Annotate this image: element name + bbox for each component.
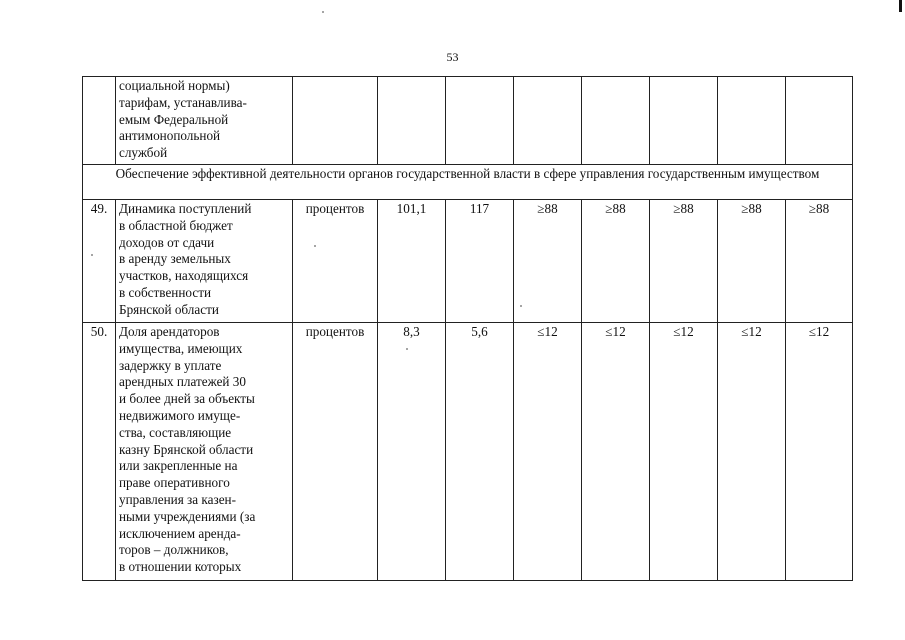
indicator-name-line: имущества, имеющих <box>119 340 243 356</box>
indicator-name-line: в аренду земельных <box>119 251 231 267</box>
indicator-name-line: в собственности <box>119 284 212 300</box>
unit-cell <box>293 77 378 165</box>
value-cell: ≥88 <box>718 200 786 323</box>
unit-cell: процентов <box>293 323 378 581</box>
value-cell <box>786 77 853 165</box>
value-cell <box>514 77 582 165</box>
indicator-name-line: торов – должников, <box>119 542 229 558</box>
indicator-name-line: и более дней за объекты <box>119 391 255 407</box>
indicator-name-line: казну Брянской области <box>119 441 254 457</box>
indicator-name-line: в областной бюджет <box>119 217 233 233</box>
indicator-name-line: емым Федеральной <box>119 111 229 127</box>
unit-cell: процентов <box>293 200 378 323</box>
indicator-name-line: Динамика поступлений <box>119 201 252 216</box>
indicator-name-line: праве оперативного <box>119 475 230 491</box>
row-number: 50. <box>83 323 116 581</box>
value-cell <box>446 77 514 165</box>
page-number: 53 <box>446 50 459 64</box>
value-cell: ≤12 <box>650 323 718 581</box>
indicator-name-line: службой <box>119 145 168 161</box>
scan-edge-mark <box>899 0 902 12</box>
indicator-name-line: недвижимого имуще- <box>119 407 241 423</box>
value-cell: 101,1 <box>378 200 446 323</box>
value-cell: ≤12 <box>514 323 582 581</box>
scan-speck <box>322 11 324 13</box>
value-cell <box>582 77 650 165</box>
value-cell: 5,6 <box>446 323 514 581</box>
indicator-name-line: исключением аренда- <box>119 525 241 541</box>
indicator-name-line: управления за казен- <box>119 491 236 507</box>
indicator-name-line: в отношении которых <box>119 559 242 575</box>
table-row-50 <box>83 323 853 581</box>
indicator-name-cell <box>116 200 293 323</box>
indicator-name-line: антимонопольной <box>119 128 221 144</box>
row-number-cell <box>83 77 116 165</box>
value-cell: ≤12 <box>582 323 650 581</box>
indicator-name-line: Доля арендаторов <box>119 324 220 339</box>
indicator-name-line: или закрепленные на <box>119 458 238 474</box>
value-cell <box>718 77 786 165</box>
indicator-name-line: ства, составляющие <box>119 424 232 440</box>
table-row-49 <box>83 200 853 323</box>
indicator-table <box>82 76 853 581</box>
indicator-name-line: Брянской области <box>119 301 219 317</box>
section-title: Обеспечение эффективной деятельности органов государственной власти в сфере управления государственным имуществом <box>83 165 853 200</box>
indicator-name-cell <box>116 323 293 581</box>
section-header-row <box>83 165 853 200</box>
table-row-continued <box>83 77 853 165</box>
value-cell: 8,3 <box>378 323 446 581</box>
indicator-name-line: ными учреждениями (за <box>119 508 256 524</box>
indicator-name-line: социальной нормы) <box>119 78 230 93</box>
value-cell <box>650 77 718 165</box>
value-cell: ≤12 <box>786 323 853 581</box>
indicator-name-line: тарифам, устанавлива- <box>119 94 247 110</box>
value-cell: ≥88 <box>786 200 853 323</box>
indicator-name-cell <box>116 77 293 165</box>
value-cell: ≥88 <box>582 200 650 323</box>
indicator-name-line: участков, находящихся <box>119 268 249 284</box>
value-cell: 117 <box>446 200 514 323</box>
value-cell: ≤12 <box>718 323 786 581</box>
indicator-name-line: задержку в уплате <box>119 357 222 373</box>
value-cell: ≥88 <box>650 200 718 323</box>
indicator-name-line: доходов от сдачи <box>119 234 215 250</box>
value-cell <box>378 77 446 165</box>
value-cell: ≥88 <box>514 200 582 323</box>
indicator-name-line: арендных платежей 30 <box>119 374 246 390</box>
row-number: 49. <box>83 200 116 323</box>
